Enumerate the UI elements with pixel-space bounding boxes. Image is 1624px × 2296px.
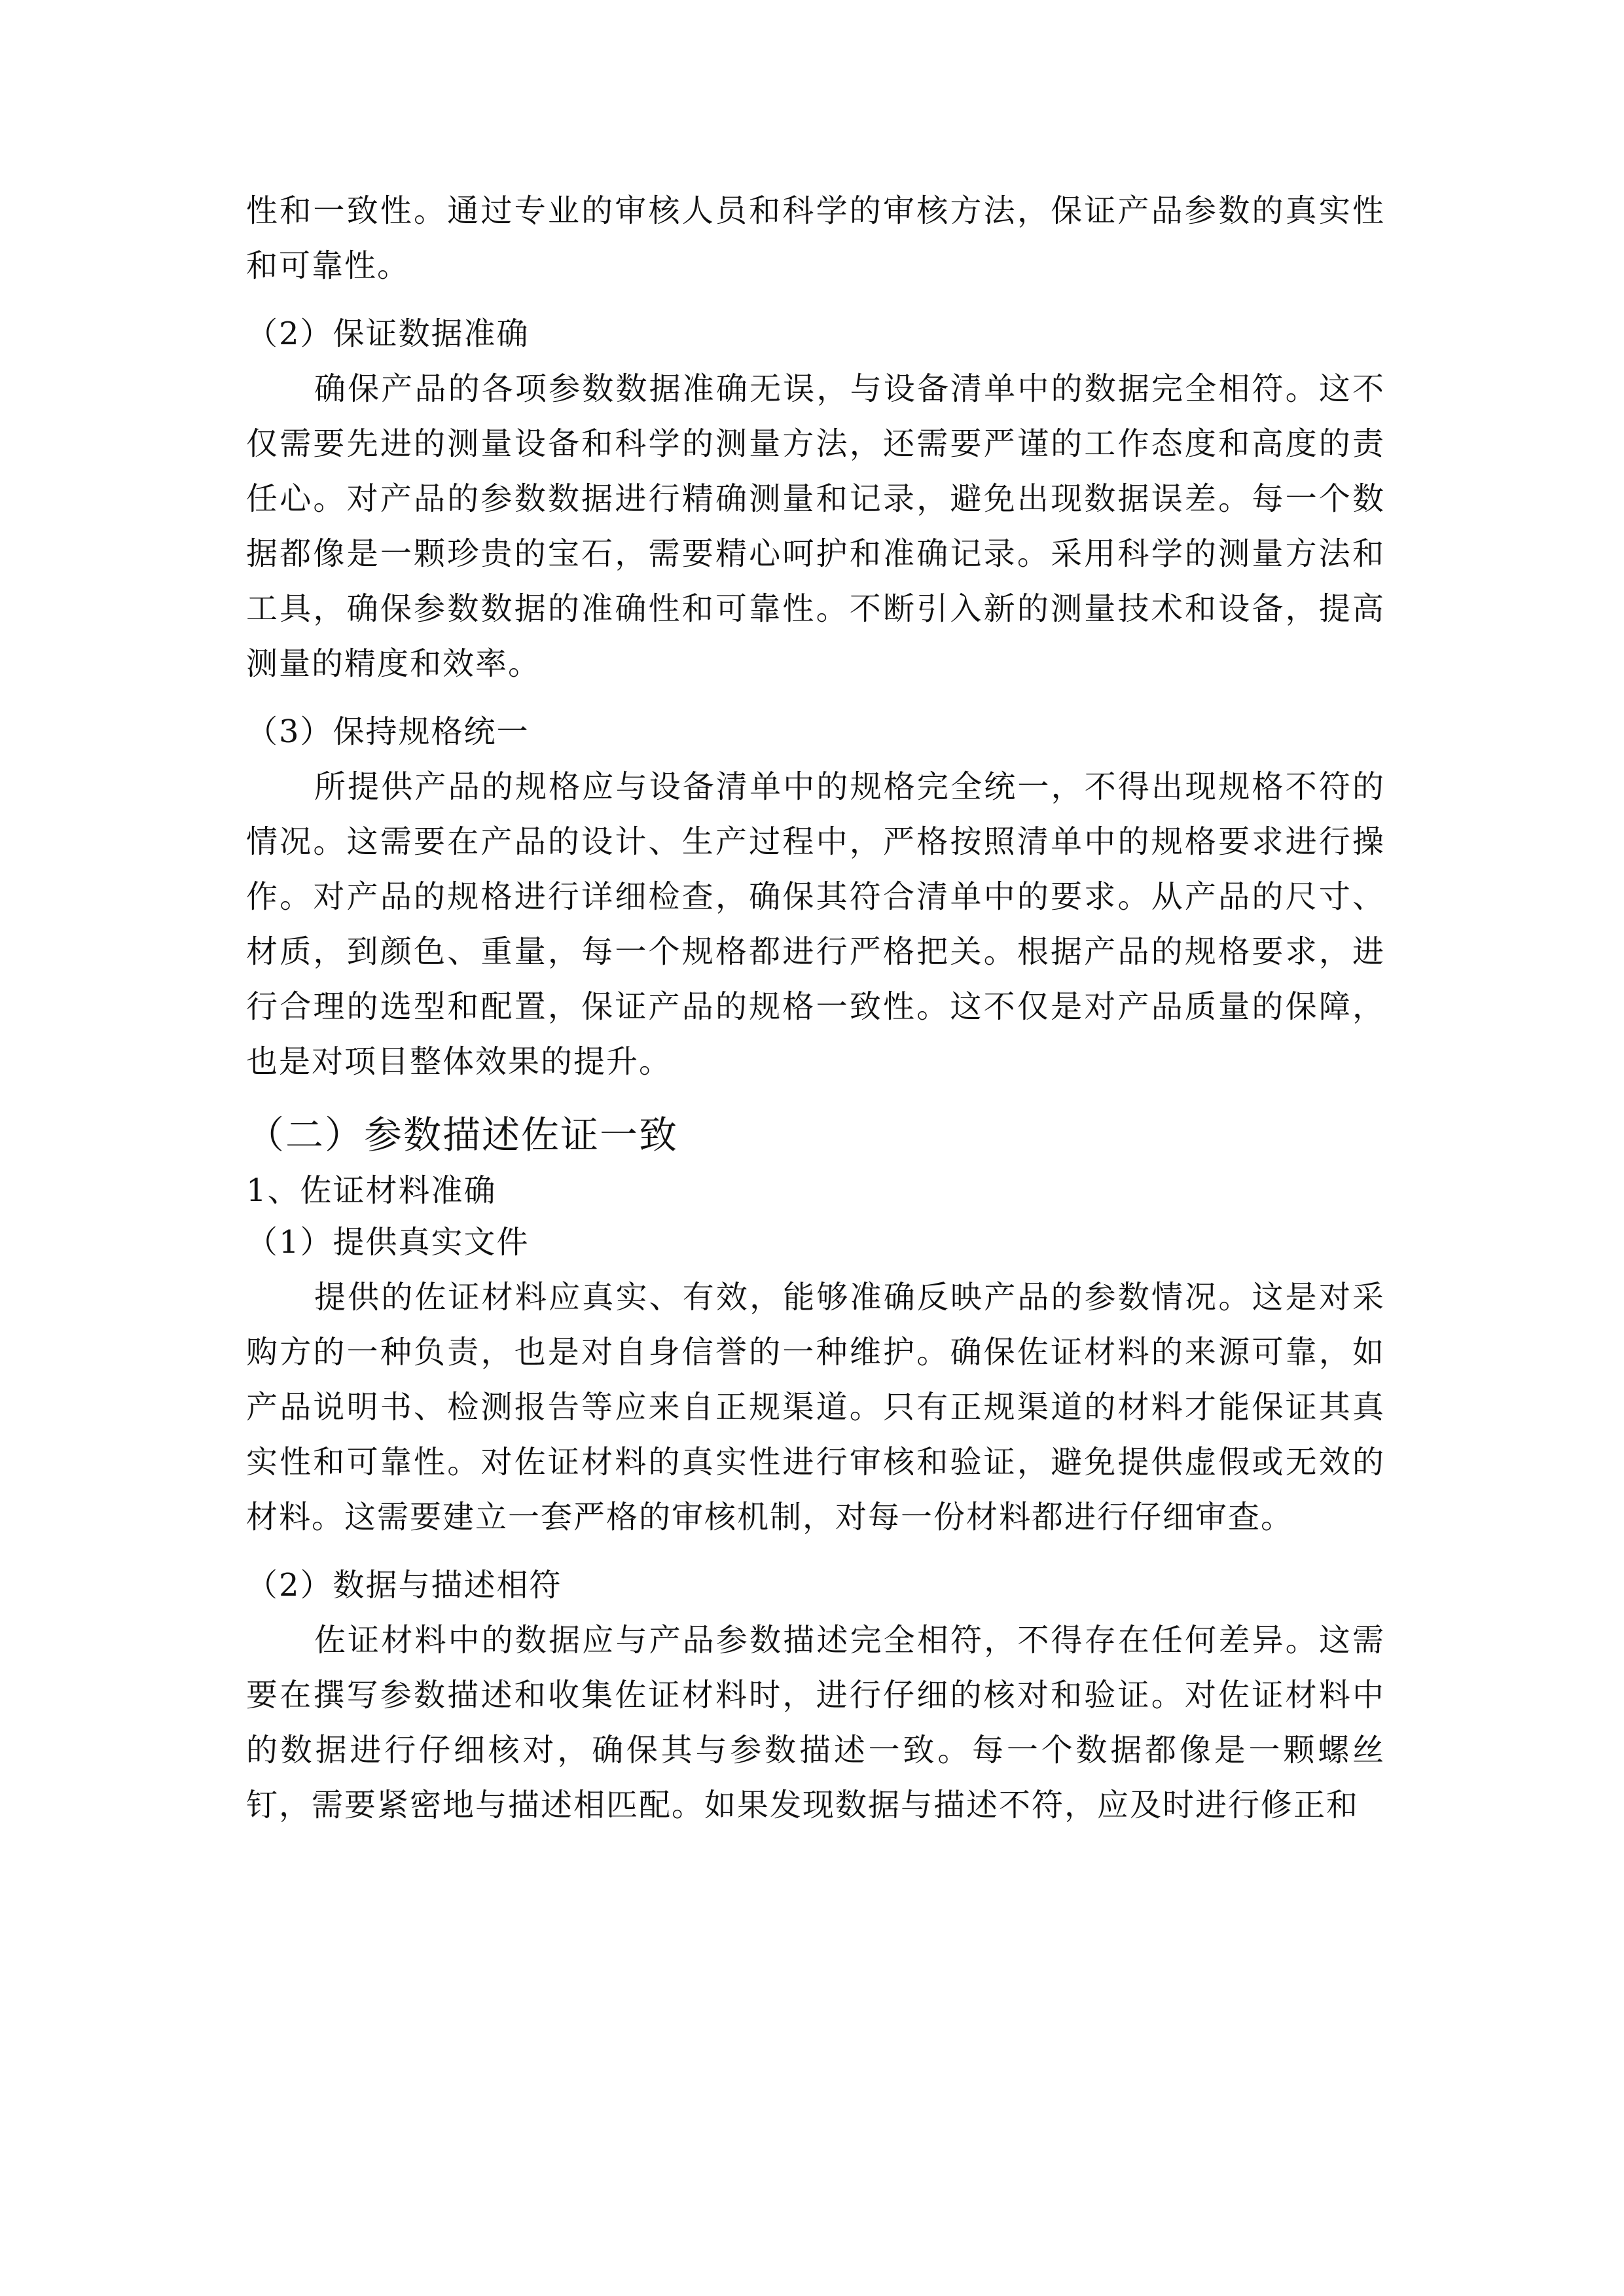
subheading-provide-real-files: （1）提供真实文件 <box>246 1224 530 1261</box>
paragraph-data-accuracy: 确保产品的各项参数数据准确无误，与设备清单中的数据完全相符。这不仅需要先进的测量设备和科学的测量方法，还需要严谨的工作态度和高度的责任心。对产品的参数数据进行精确测量和记录，避免出现数据误差。每一个数据都像是一颗珍贵的宝石，需要精心呵护和准确记录。采用科学的测量方法和工具，确保参数数据的准确性和可靠性。不断引入新的测量技术和设备，提高测量的精度和效率。 <box>246 370 1385 682</box>
item-heading-evidence-accurate: 1、佐证材料准确 <box>246 1172 497 1209</box>
subheading-data-matches-description: （2）数据与描述相符 <box>246 1567 562 1604</box>
paragraph-data-matches-description: 佐证材料中的数据应与产品参数描述完全相符，不得存在任何差异。这需要在撰写参数描述和收集佐证材料时，进行仔细的核对和验证。对佐证材料中的数据进行仔细核对，确保其与参数描述一致。每一个数据都像是一颗螺丝钉，需要紧密地与描述相匹配。如果发现数据与描述不符，应及时进行修正和 <box>246 1622 1385 1823</box>
paragraph-continuation: 性和一致性。通过专业的审核人员和科学的审核方法，保证产品参数的真实性和可靠性。 <box>246 192 1385 284</box>
paragraph-spec-uniform: 所提供产品的规格应与设备清单中的规格完全统一，不得出现规格不符的情况。这需要在产品的设计、生产过程中，严格按照清单中的规格要求进行操作。对产品的规格进行详细检查，确保其符合清单中的要求。从产品的尺寸、材质，到颜色、重量，每一个规格都进行严格把关。根据产品的规格要求，进行合理的选型和配置，保证产品的规格一致性。这不仅是对产品质量的保障，也是对项目整体效果的提升。 <box>246 768 1385 1080</box>
section-heading-parameter-evidence: （二）参数描述佐证一致 <box>246 1113 679 1157</box>
document-body <box>246 183 1385 1833</box>
subheading-ensure-data-accuracy: （2）保证数据准确 <box>246 315 530 352</box>
paragraph-real-files: 提供的佐证材料应真实、有效，能够准确反映产品的参数情况。这是对采购方的一种负责，也是对自身信誉的一种维护。确保佐证材料的来源可靠，如产品说明书、检测报告等应来自正规渠道。只有正规渠道的材料才能保证其真实性和可靠性。对佐证材料的真实性进行审核和验证，避免提供虚假或无效的材料。这需要建立一套严格的审核机制，对每一份材料都进行仔细审查。 <box>246 1279 1385 1535</box>
subheading-keep-spec-uniform: （3）保持规格统一 <box>246 713 530 750</box>
